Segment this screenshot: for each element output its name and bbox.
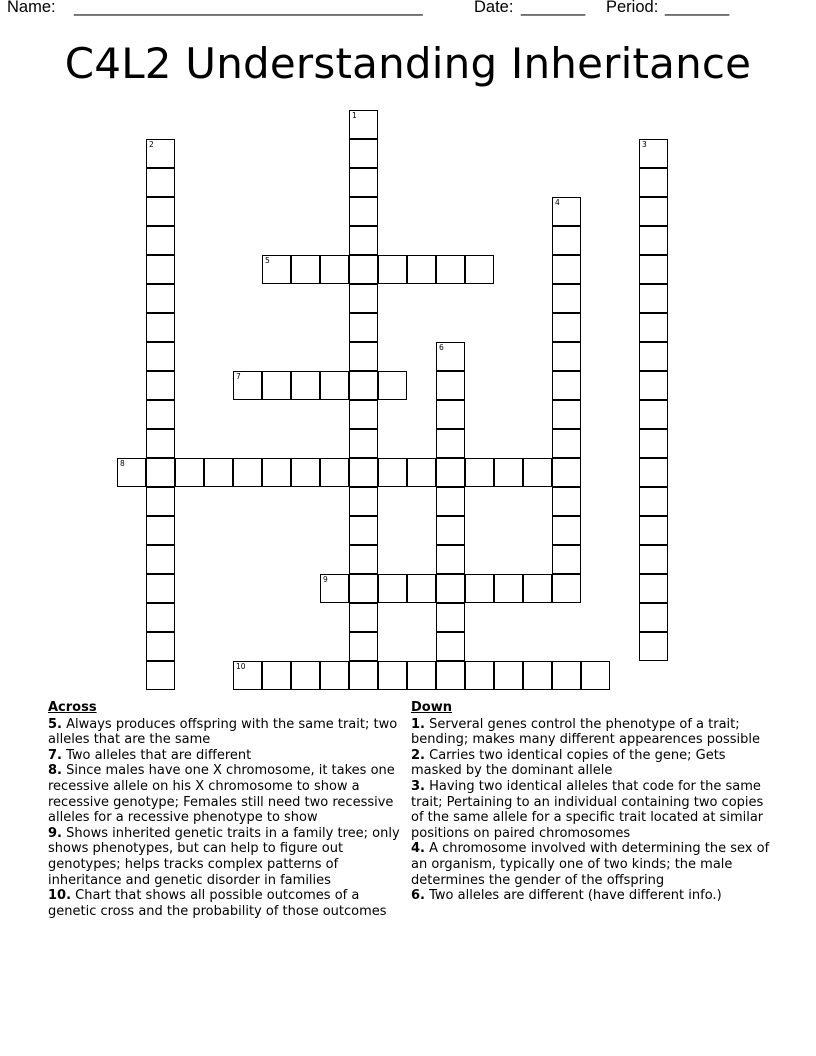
clue-number: 5: [265, 256, 270, 265]
clue-number: 6: [439, 343, 444, 352]
clue-number-label: 3.: [411, 778, 425, 794]
grid-cell[interactable]: [378, 255, 407, 284]
grid-cell[interactable]: [639, 371, 668, 400]
grid-cell[interactable]: [233, 371, 262, 400]
grid-cell[interactable]: [146, 632, 175, 661]
clue-text: Shows inherited genetic traits in a family tree; only shows phenotypes, but can help to figure out genotypes; helps tracks complex patterns of inheritance and genetic disorder in families: [48, 825, 400, 888]
grid-cell[interactable]: [639, 545, 668, 574]
clue-text: Two alleles that are different: [66, 747, 252, 763]
grid-cell[interactable]: [349, 574, 378, 603]
name-field-blank[interactable]: ______________________________________: [74, 0, 423, 16]
clue-number-label: 8.: [48, 763, 62, 779]
grid-cell[interactable]: [552, 226, 581, 255]
grid-cell[interactable]: [465, 458, 494, 487]
grid-cell[interactable]: [320, 661, 349, 690]
grid-cell[interactable]: [639, 342, 668, 371]
clue-number-label: 6.: [411, 888, 425, 904]
clue-item: [411, 888, 773, 904]
grid-cell[interactable]: [378, 371, 407, 400]
grid-cell[interactable]: [146, 545, 175, 574]
grid-cell[interactable]: [552, 487, 581, 516]
clue-text: Carries two identical copies of the gene; Gets masked by the dominant allele: [411, 747, 726, 779]
grid-cell[interactable]: [378, 661, 407, 690]
grid-cell[interactable]: [552, 661, 581, 690]
grid-cell[interactable]: [146, 226, 175, 255]
grid-cell[interactable]: [349, 661, 378, 690]
period-field-blank[interactable]: _______: [665, 0, 730, 16]
grid-cell[interactable]: [146, 429, 175, 458]
grid-cell[interactable]: [407, 574, 436, 603]
grid-cell[interactable]: [639, 313, 668, 342]
grid-cell[interactable]: [523, 458, 552, 487]
grid-cell[interactable]: [349, 545, 378, 574]
down-clue-list: [411, 717, 773, 904]
clue-item: [48, 826, 406, 888]
clue-item: [48, 888, 406, 919]
grid-cell[interactable]: [552, 313, 581, 342]
grid-cell[interactable]: [146, 255, 175, 284]
grid-cell[interactable]: [378, 574, 407, 603]
across-clue-list: [48, 717, 406, 920]
grid-cell[interactable]: [146, 487, 175, 516]
grid-cell[interactable]: [349, 226, 378, 255]
grid-cell[interactable]: [349, 632, 378, 661]
grid-cell[interactable]: [349, 313, 378, 342]
clue-number-label: 4.: [411, 841, 425, 857]
date-field-blank[interactable]: _______: [521, 0, 586, 16]
grid-cell[interactable]: [436, 661, 465, 690]
grid-cell[interactable]: [262, 661, 291, 690]
grid-cell[interactable]: [552, 545, 581, 574]
clue-item: [411, 841, 773, 888]
grid-cell[interactable]: [349, 255, 378, 284]
grid-cell[interactable]: [523, 574, 552, 603]
page-title: C4L2 Understanding Inheritance: [64, 39, 752, 88]
grid-cell[interactable]: [552, 284, 581, 313]
clue-number-label: 9.: [48, 825, 62, 841]
clue-number-label: 10.: [48, 888, 72, 904]
grid-cell[interactable]: [639, 255, 668, 284]
grid-cell[interactable]: [378, 458, 407, 487]
grid-cell[interactable]: [639, 574, 668, 603]
grid-cell[interactable]: [146, 284, 175, 313]
grid-cell[interactable]: [349, 110, 378, 139]
grid-cell[interactable]: [349, 458, 378, 487]
grid-cell[interactable]: [146, 313, 175, 342]
grid-cell[interactable]: [349, 342, 378, 371]
grid-cell[interactable]: [146, 516, 175, 545]
grid-cell[interactable]: [639, 603, 668, 632]
clue-text: Two alleles are different (have different info.): [429, 888, 722, 904]
clue-item: [48, 748, 406, 764]
clue-text: Having two identical alleles that code for the same trait; Pertaining to an individual containing two copies of the same allele for a specific trait located at similar positions on paired chromosomes: [411, 778, 764, 841]
grid-cell[interactable]: [436, 429, 465, 458]
grid-cell[interactable]: [436, 632, 465, 661]
grid-cell[interactable]: [146, 168, 175, 197]
clue-item: [411, 748, 773, 779]
grid-cell[interactable]: [465, 574, 494, 603]
grid-cell[interactable]: [436, 458, 465, 487]
grid-cell[interactable]: [494, 574, 523, 603]
grid-cell[interactable]: [146, 371, 175, 400]
grid-cell[interactable]: [494, 458, 523, 487]
across-heading: Across: [48, 700, 97, 715]
grid-cell[interactable]: [146, 400, 175, 429]
grid-cell[interactable]: [436, 487, 465, 516]
grid-cell[interactable]: [465, 661, 494, 690]
grid-cell[interactable]: [262, 371, 291, 400]
clue-number: 8: [120, 459, 125, 468]
clue-item: [48, 717, 406, 748]
grid-cell[interactable]: [552, 574, 581, 603]
grid-cell[interactable]: [581, 661, 610, 690]
clue-number-label: 5.: [48, 716, 62, 732]
grid-cell[interactable]: [436, 400, 465, 429]
grid-cell[interactable]: [320, 458, 349, 487]
clue-number-label: 2.: [411, 747, 425, 763]
grid-cell[interactable]: [494, 661, 523, 690]
grid-cell[interactable]: [291, 661, 320, 690]
grid-cell[interactable]: [349, 197, 378, 226]
clue-number: 1: [352, 111, 357, 120]
grid-cell[interactable]: [639, 400, 668, 429]
grid-cell[interactable]: [552, 197, 581, 226]
grid-cell[interactable]: [639, 632, 668, 661]
grid-cell[interactable]: [349, 429, 378, 458]
clue-item: [411, 779, 773, 841]
grid-cell[interactable]: [146, 458, 175, 487]
grid-cell[interactable]: [146, 197, 175, 226]
grid-cell[interactable]: [552, 458, 581, 487]
grid-cell[interactable]: [639, 429, 668, 458]
grid-cell[interactable]: [146, 603, 175, 632]
grid-cell[interactable]: [320, 255, 349, 284]
grid-cell[interactable]: [407, 255, 436, 284]
grid-cell[interactable]: [146, 139, 175, 168]
clue-item: [411, 717, 773, 748]
grid-cell[interactable]: [146, 661, 175, 690]
grid-cell[interactable]: [436, 545, 465, 574]
clue-number: 3: [642, 140, 647, 149]
clue-number: 7: [236, 372, 241, 381]
clue-number: 2: [149, 140, 154, 149]
grid-cell[interactable]: [349, 139, 378, 168]
grid-cell[interactable]: [146, 574, 175, 603]
grid-cell[interactable]: [552, 255, 581, 284]
clue-number: 10: [236, 662, 246, 671]
grid-cell[interactable]: [262, 458, 291, 487]
grid-cell[interactable]: [639, 458, 668, 487]
grid-cell[interactable]: [523, 661, 552, 690]
clue-number-label: 7.: [48, 747, 62, 763]
grid-cell[interactable]: [320, 574, 349, 603]
grid-cell[interactable]: [436, 371, 465, 400]
grid-cell[interactable]: [552, 371, 581, 400]
clue-text: Chart that shows all possible outcomes of a genetic cross and the probability of those outcomes: [48, 888, 387, 919]
grid-cell[interactable]: [639, 168, 668, 197]
grid-cell[interactable]: [175, 458, 204, 487]
clue-number: 9: [323, 575, 328, 584]
grid-cell[interactable]: [320, 371, 349, 400]
grid-cell[interactable]: [349, 487, 378, 516]
grid-cell[interactable]: [233, 661, 262, 690]
grid-cell[interactable]: [291, 255, 320, 284]
grid-cell[interactable]: [436, 516, 465, 545]
grid-cell[interactable]: [552, 516, 581, 545]
clue-item: [48, 763, 406, 825]
across-clues: [48, 700, 406, 919]
clue-text: Serveral genes control the phenotype of a trait; bending; makes many different appearences possible: [411, 716, 761, 748]
down-heading: Down: [411, 700, 452, 715]
grid-cell[interactable]: [436, 255, 465, 284]
clue-number-label: 1.: [411, 716, 425, 732]
grid-cell[interactable]: [436, 574, 465, 603]
grid-cell[interactable]: [117, 458, 146, 487]
grid-cell[interactable]: [639, 487, 668, 516]
grid-cell[interactable]: [407, 661, 436, 690]
date-label: Date:: [474, 0, 519, 16]
clue-number: 4: [555, 198, 560, 207]
grid-cell[interactable]: [291, 458, 320, 487]
grid-cell[interactable]: [349, 284, 378, 313]
grid-cell[interactable]: [552, 342, 581, 371]
grid-cell[interactable]: [436, 342, 465, 371]
grid-cell[interactable]: [465, 255, 494, 284]
down-clues: [411, 700, 773, 904]
grid-cell[interactable]: [639, 284, 668, 313]
grid-cell[interactable]: [349, 603, 378, 632]
grid-cell[interactable]: [262, 255, 291, 284]
grid-cell[interactable]: [291, 371, 320, 400]
grid-cell[interactable]: [204, 458, 233, 487]
grid-cell[interactable]: [639, 139, 668, 168]
grid-cell[interactable]: [639, 516, 668, 545]
clue-text: Always produces offspring with the same trait; two alleles that are the same: [48, 716, 398, 748]
grid-cell[interactable]: [639, 197, 668, 226]
grid-cell[interactable]: [639, 226, 668, 255]
period-label: Period:: [606, 0, 663, 16]
grid-cell[interactable]: [349, 400, 378, 429]
clue-text: A chromosome involved with determining the sex of an organism, typically one of two kinds; the male determines the gender of the offspring: [411, 841, 770, 888]
grid-cell[interactable]: [233, 458, 262, 487]
grid-cell[interactable]: [349, 516, 378, 545]
grid-cell[interactable]: [407, 458, 436, 487]
grid-cell[interactable]: [552, 400, 581, 429]
grid-cell[interactable]: [349, 168, 378, 197]
name-label: Name:: [7, 0, 61, 16]
grid-cell[interactable]: [146, 342, 175, 371]
grid-cell[interactable]: [349, 371, 378, 400]
clue-text: Since males have one X chromosome, it takes one recessive allele on his X chromosome to show a recessive genotype; Females still need two recessive alleles for a recessive phenotype to show: [48, 763, 395, 826]
grid-cell[interactable]: [552, 429, 581, 458]
grid-cell[interactable]: [436, 603, 465, 632]
